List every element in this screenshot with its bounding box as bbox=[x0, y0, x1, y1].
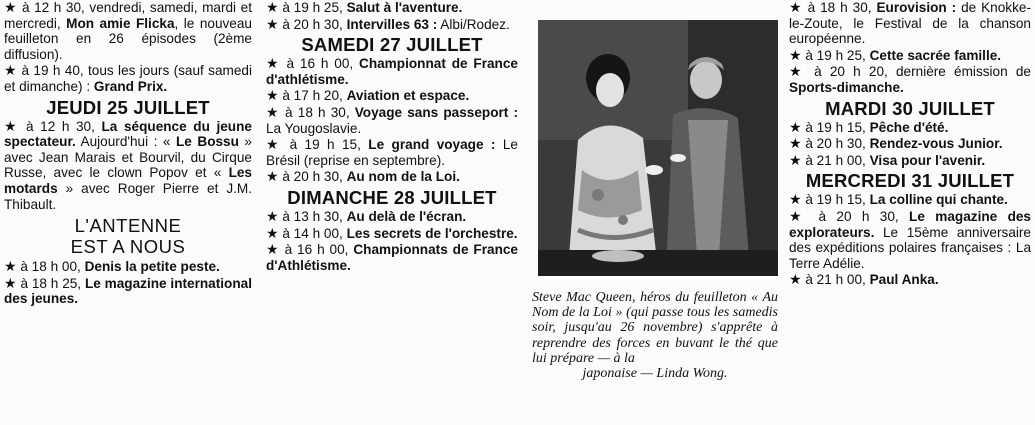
rubric-line: EST A NOUS bbox=[70, 236, 186, 258]
listing-entry bbox=[4, 276, 252, 307]
entry-title: La colline qui chante. bbox=[869, 192, 1008, 208]
listing-entry bbox=[266, 17, 518, 33]
star-icon: ★ bbox=[789, 118, 802, 135]
entry-title: Championnats de France d'Athlétisme. bbox=[266, 242, 518, 273]
entry-title: Les motards bbox=[4, 165, 252, 196]
star-icon: ★ bbox=[266, 136, 283, 153]
entry-time: à 20 h 30, bbox=[278, 16, 347, 32]
star-icon: ★ bbox=[266, 87, 279, 104]
entry-time: à 17 h 20, bbox=[278, 88, 347, 104]
entry-time: à 14 h 00, bbox=[278, 225, 347, 241]
listing-entry bbox=[789, 64, 1031, 95]
star-icon: ★ bbox=[266, 224, 279, 241]
entry-title: Les secrets de l'orchestre. bbox=[346, 225, 518, 241]
entry-title: Le grand voyage : bbox=[368, 137, 496, 153]
column-2 bbox=[266, 0, 518, 274]
listing-entry bbox=[266, 105, 518, 136]
caption-text: Steve Mac Queen, héros du feuilleton « Au Nom de la Loi » (qui passe tous les samedis soir, jusqu'au 26 novembre) s'apprête à reprendre des forces en buvant le thé que lui prépare — à la bbox=[532, 290, 778, 366]
listing-entry bbox=[789, 120, 1031, 136]
star-icon: ★ bbox=[4, 62, 18, 79]
entry-text: Le Brésil (reprise en septembre). bbox=[266, 137, 518, 168]
entry-title: Visa pour l'avenir. bbox=[869, 152, 986, 168]
listing-entry bbox=[789, 153, 1031, 169]
star-icon: ★ bbox=[789, 135, 802, 152]
entry-text: Aujourd'hui : « bbox=[75, 134, 176, 150]
entry-title: Sports-dimanche. bbox=[789, 79, 904, 95]
star-icon: ★ bbox=[4, 258, 17, 275]
entry-title: Salut à l'aventure. bbox=[346, 0, 463, 15]
listing-entry bbox=[789, 192, 1031, 208]
listing-entry bbox=[266, 169, 518, 185]
entry-time: à 12 h 30, bbox=[19, 118, 102, 134]
star-icon: ★ bbox=[4, 0, 18, 15]
entry-text: » avec Roger Pierre et J.M. Thibault. bbox=[4, 180, 252, 212]
caption-last-line: japonaise — Linda Wong. bbox=[582, 366, 728, 382]
rubric-heading bbox=[4, 215, 252, 257]
day-heading: JEUDI 25 JUILLET bbox=[46, 96, 210, 118]
star-icon: ★ bbox=[266, 15, 279, 32]
entry-title: Paul Anka. bbox=[869, 272, 939, 288]
entry-time: à 20 h 30, bbox=[801, 136, 870, 152]
listing-entry bbox=[266, 56, 518, 87]
entry-time: à 18 h 00, bbox=[16, 259, 85, 275]
listing-entry bbox=[789, 0, 1031, 47]
press-photo bbox=[538, 20, 778, 276]
entry-title: Mon amie Flicka bbox=[66, 15, 175, 31]
entry-title: Eurovision : bbox=[876, 0, 957, 15]
listing-entry bbox=[789, 136, 1031, 152]
entry-text: , le nouveau feuilleton en 26 épisodes (2ème diffusion). bbox=[4, 15, 252, 62]
entry-time: à 12 h 30, vendredi, samedi, mardi et mercredi, bbox=[4, 0, 252, 31]
entry-text: » avec Jean Marais et Bourvil, du Cirque Russe, avec le clown Popov et « bbox=[4, 134, 252, 181]
listing-entry bbox=[266, 226, 518, 242]
entry-title: Rendez-vous Junior. bbox=[869, 136, 1003, 152]
entry-time: à 16 h 00, bbox=[280, 56, 359, 72]
entry-title: Denis la petite peste. bbox=[84, 259, 220, 275]
entry-title: Grand Prix. bbox=[93, 78, 168, 94]
entry-time: à 20 h 20, dernière émission de bbox=[805, 64, 1031, 80]
entry-time: à 21 h 00, bbox=[801, 152, 870, 168]
entry-title: Au nom de la Loi. bbox=[346, 169, 460, 185]
entry-text: Albi/Rodez. bbox=[437, 16, 510, 32]
column-1 bbox=[4, 0, 252, 308]
star-icon: ★ bbox=[789, 151, 802, 168]
listing-entry bbox=[266, 0, 518, 16]
entry-title: Voyage sans passeport : bbox=[354, 104, 518, 120]
entry-time: à 13 h 30, bbox=[278, 208, 347, 224]
photo-illustration bbox=[538, 20, 778, 276]
entry-title: Intervilles 63 : bbox=[346, 16, 438, 32]
entry-time: à 20 h 30, bbox=[278, 169, 347, 185]
entry-title: Cette sacrée famille. bbox=[869, 47, 1002, 63]
day-heading: SAMEDI 27 JUILLET bbox=[301, 34, 483, 56]
listing-entry bbox=[789, 48, 1031, 64]
entry-time: à 18 h 30, bbox=[279, 104, 355, 120]
entry-time: à 18 h 30, bbox=[802, 0, 877, 15]
star-icon: ★ bbox=[789, 0, 803, 15]
listing-entry bbox=[789, 209, 1031, 271]
listing-entry bbox=[266, 242, 518, 273]
listing-entry bbox=[4, 119, 252, 213]
entry-time: à 20 h 30, bbox=[808, 208, 910, 224]
star-icon: ★ bbox=[266, 168, 279, 185]
entry-time: à 19 h 40, tous les jours (sauf samedi et dimanche) : bbox=[4, 63, 252, 94]
listing-entry bbox=[266, 88, 518, 104]
listing-entry bbox=[789, 272, 1031, 288]
day-heading: DIMANCHE 28 JUILLET bbox=[287, 186, 497, 208]
day-heading: MARDI 30 JUILLET bbox=[825, 97, 995, 119]
entry-title: Le magazine des explorateurs. bbox=[789, 208, 1031, 240]
listing-entry bbox=[4, 259, 252, 275]
entry-title: Le magazine international des jeunes. bbox=[4, 275, 252, 307]
column-4 bbox=[789, 0, 1031, 289]
entry-time: à 16 h 00, bbox=[279, 242, 354, 258]
entry-title: Aviation et espace. bbox=[346, 88, 470, 104]
star-icon: ★ bbox=[266, 0, 279, 15]
listing-entry bbox=[4, 0, 252, 62]
entry-text: Le 15ème anniversaire des expéditions polaires françaises : La Terre Adélie. bbox=[789, 224, 1031, 271]
entry-title: Au delà de l'écran. bbox=[346, 208, 467, 224]
listing-entry bbox=[266, 137, 518, 168]
star-icon: ★ bbox=[266, 55, 281, 72]
entry-text: La Yougoslavie. bbox=[266, 120, 362, 136]
entry-time: à 19 h 25, bbox=[801, 47, 870, 63]
photo-caption bbox=[532, 290, 778, 381]
star-icon: ★ bbox=[789, 207, 809, 224]
day-heading: MERCREDI 31 JUILLET bbox=[805, 170, 1015, 192]
star-icon: ★ bbox=[789, 271, 802, 288]
star-icon: ★ bbox=[789, 191, 802, 208]
star-icon: ★ bbox=[789, 46, 802, 63]
entry-time: à 19 h 25, bbox=[278, 0, 347, 15]
star-icon: ★ bbox=[4, 117, 20, 134]
entry-title: La séquence du jeune spectateur. bbox=[4, 118, 252, 150]
star-icon: ★ bbox=[266, 241, 280, 258]
entry-text: de Knokke-le-Zoute, le Festival de la chanson européenne. bbox=[789, 0, 1031, 47]
star-icon: ★ bbox=[266, 207, 279, 224]
entry-time: à 19 h 15, bbox=[801, 192, 870, 208]
entry-title: Pêche d'été. bbox=[869, 119, 949, 135]
rubric-line: L'ANTENNE bbox=[74, 215, 182, 237]
entry-title: Championnat de France d'athlétisme. bbox=[266, 56, 518, 87]
entry-time: à 18 h 25, bbox=[16, 275, 85, 291]
star-icon: ★ bbox=[4, 274, 17, 291]
star-icon: ★ bbox=[789, 63, 806, 80]
listing-entry bbox=[266, 209, 518, 225]
entry-title: Le Bossu bbox=[176, 134, 239, 150]
listing-entry bbox=[4, 63, 252, 94]
star-icon: ★ bbox=[266, 103, 280, 120]
entry-time: à 21 h 00, bbox=[801, 272, 870, 288]
entry-time: à 19 h 15, bbox=[801, 119, 870, 135]
entry-time: à 19 h 15, bbox=[282, 137, 369, 153]
